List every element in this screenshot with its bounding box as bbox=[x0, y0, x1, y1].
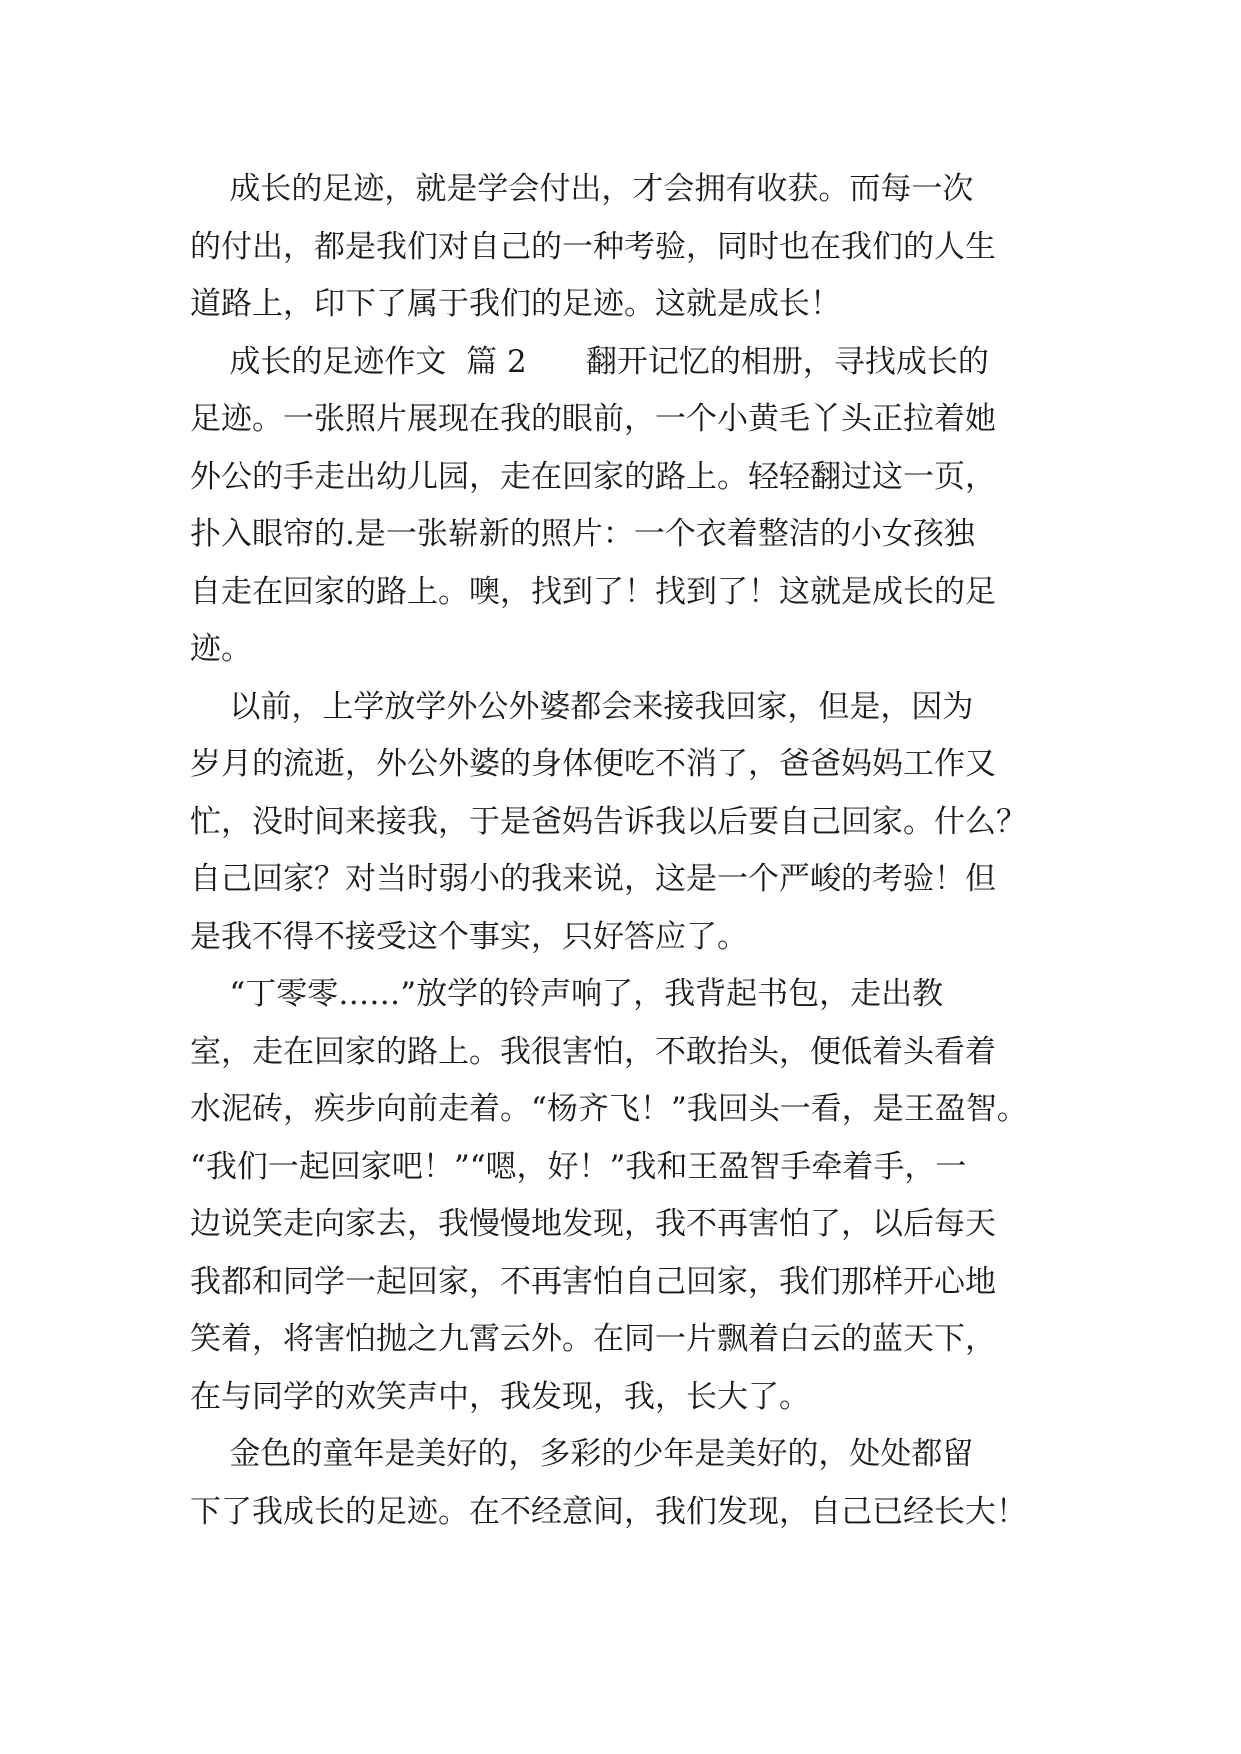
text-line: 我都和同学一起回家，不再害怕自己回家，我们那样开心地 bbox=[190, 1263, 996, 1300]
essay-text bbox=[190, 161, 1060, 1541]
text-line: 是我不得不接受这个事实，只好答应了。 bbox=[190, 918, 748, 955]
text-line: 忙，没时间来接我，于是爸妈告诉我以后要自己回家。什么？ bbox=[190, 803, 1027, 840]
text-line: “丁零零……”放学的铃声响了，我背起书包，走出教 bbox=[190, 976, 944, 1012]
text-line: 道路上，印下了属于我们的足迹。这就是成长！ bbox=[190, 286, 841, 322]
text-line: 外公的手走出幼儿园，走在回家的路上。轻轻翻过这一页， bbox=[190, 458, 996, 495]
text-line: 金色的童年是美好的，多彩的少年是美好的，处处都留 bbox=[190, 1436, 974, 1472]
text-line: 成长的足迹，就是学会付出，才会拥有收获。而每一次 bbox=[190, 171, 974, 207]
text-line: 扑入眼帘的.是一张崭新的照片：一个衣着整洁的小女孩独 bbox=[190, 516, 975, 552]
text-line: 岁月的流逝，外公外婆的身体便吃不消了，爸爸妈妈工作又 bbox=[190, 746, 996, 782]
text-line: 下了我成长的足迹。在不经意间，我们发现，自己已经长大！ bbox=[190, 1493, 1027, 1530]
text-line: 迹。 bbox=[190, 631, 252, 667]
text-line: 水泥砖，疾步向前走着。“杨齐飞！”我回头一看，是王盈智。 bbox=[190, 1091, 1028, 1127]
text-line: 边说笑走向家去，我慢慢地发现，我不再害怕了，以后每天 bbox=[190, 1206, 996, 1242]
text-line: 自走在回家的路上。噢，找到了！找到了！这就是成长的足 bbox=[190, 573, 996, 610]
text-line: 在与同学的欢笑声中，我发现，我，长大了。 bbox=[190, 1378, 810, 1415]
section-heading-line: 成长的足迹作文 篇 2 翻开记忆的相册，寻找成长的 bbox=[190, 343, 989, 380]
text-line: 自己回家？对当时弱小的我来说，这是一个严峻的考验！但 bbox=[190, 861, 996, 897]
text-line: 的付出，都是我们对自己的一种考验，同时也在我们的人生 bbox=[190, 228, 996, 265]
text-line: “我们一起回家吧！”“嗯，好！”我和王盈智手牵着手，一 bbox=[190, 1148, 967, 1185]
text-line: 室，走在回家的路上。我很害怕，不敢抬头，便低着头看着 bbox=[190, 1033, 996, 1070]
text-line: 足迹。一张照片展现在我的眼前，一个小黄毛丫头正拉着她 bbox=[190, 401, 996, 437]
text-line: 笑着，将害怕抛之九霄云外。在同一片飘着白云的蓝天下， bbox=[190, 1321, 996, 1357]
text-line: 以前，上学放学外公外婆都会来接我回家，但是，因为 bbox=[190, 688, 974, 725]
